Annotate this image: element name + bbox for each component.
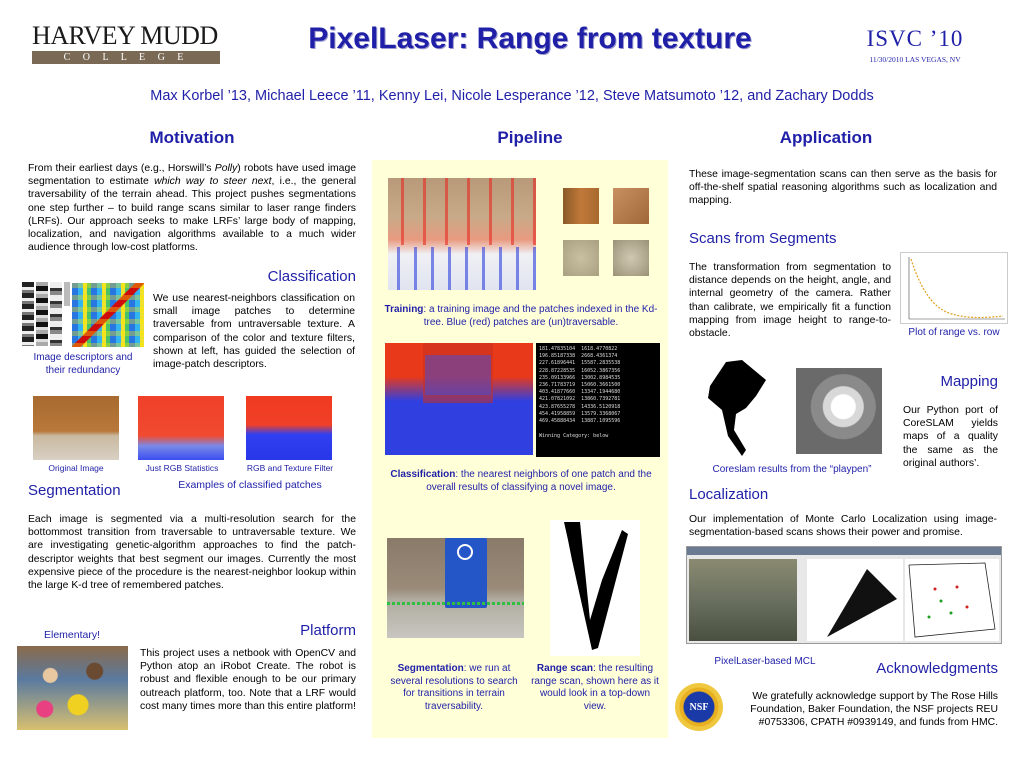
platform-heading: Platform — [300, 622, 356, 639]
nn-footer: Winning Category: below — [539, 433, 609, 440]
nn-entry: 423.87655278 — [539, 403, 576, 410]
examples-caption: Examples of classified patches — [178, 479, 322, 491]
range-scan-shape — [550, 520, 640, 656]
nn-entry: 13347.1944680 — [581, 389, 621, 396]
training-image — [388, 178, 536, 290]
ack-heading: Acknowledgments — [876, 660, 998, 677]
mapping-heading: Mapping — [940, 373, 998, 390]
nn-entry: 469.45888434 — [539, 418, 576, 425]
nn-entry: 13002.8984535 — [581, 374, 621, 381]
nn-entry: 13860.7392781 — [581, 396, 621, 403]
label-rgb-statistics: Just RGB Statistics — [145, 463, 219, 473]
mcl-scan-view — [807, 559, 903, 641]
recycle-icon — [457, 544, 473, 560]
classification-caption: Classification: the nearest neighbors of one patch and the overall results of classifying a novel image. — [390, 469, 652, 493]
segmentation-text: Each image is segmented via a multi-resolution search for the bottommost transition from traversable to untraversable texture. We are investigating genetic-algorithm approaches to find the patch-descriptor weights that best segment our images. Currently the most expensive piece of the procedure is the nearest-neighbor lookup within the large K-d tree of remembered patches. — [28, 514, 356, 592]
plot-caption: Plot of range vs. row — [908, 327, 1000, 338]
coreslam-caption: Coreslam results from the “playpen” — [712, 464, 872, 475]
segmentation-image — [387, 538, 524, 638]
mcl-particle-map — [905, 559, 999, 641]
mcl-caption: PixelLaser-based MCL — [714, 656, 816, 667]
untraversable-patch-2 — [613, 188, 649, 224]
redundancy-matrix-overlay — [72, 283, 144, 347]
scans-heading: Scans from Segments — [689, 230, 837, 247]
classification-image — [385, 343, 533, 455]
nn-score-column — [581, 346, 620, 425]
application-heading: Application — [779, 128, 873, 147]
label-original-image: Original Image — [48, 463, 104, 473]
application-intro: These image-segmentation scans can then serve as the basis for off-the-shelf spatial reasoning algorithms such as localization and mapping. — [689, 169, 997, 207]
segmentation-caption: Segmentation: we run at several resolutions to search for transitions in terrain traversability. — [390, 663, 518, 712]
ack-text: We gratefully acknowledge support by The Rose Hills Foundation, Baker Foundation, the NSF projects REU #0753306, CPATH #0939149, and funds from HMC. — [750, 691, 998, 729]
nn-entry: 454.41958859 — [539, 410, 576, 417]
nsf-logo — [675, 683, 723, 731]
nn-entry: 15060.3661500 — [581, 382, 621, 389]
nn-entry: 235.09133966 — [539, 374, 576, 381]
conference-date: 11/30/2010 LAS VEGAS, NV — [869, 55, 961, 64]
range-scan-image — [550, 520, 640, 656]
poster-title: PixelLaser: Range from texture — [308, 22, 752, 55]
nn-entry: 16052.3867356 — [581, 367, 621, 374]
hmc-logo-sub: C O L L E G E — [32, 51, 220, 64]
classification-text: We use nearest-neighbors classification on small image patches to determine traversable from untraversable texture. A comparison of the color and texture filters, shown at left, has guided the selection of image-patch descriptors. — [153, 293, 355, 371]
nsf-logo-text: NSF — [689, 701, 709, 713]
localization-heading: Localization — [689, 486, 769, 503]
mapping-text: Our Python port of CoreSLAM yields maps of a quality the same as the original authors’. — [903, 405, 998, 469]
descriptor-caption: Image descriptors and their redundancy — [33, 352, 133, 376]
range-row-curve — [901, 253, 1008, 324]
nn-entry: 13887.1095596 — [581, 418, 621, 425]
coreslam-scan-shape — [706, 356, 782, 460]
nn-entry: 181.47835104 — [539, 346, 576, 352]
nn-entry: 227.61896441 — [539, 360, 576, 367]
platform-text: This project uses a netbook with OpenCV and Python atop an iRobot Create. The robot is robust and flexible enough to be our primary outreach platform, too. Note that a LRF would cost many times more than this entire platform! — [140, 648, 356, 712]
nn-entry: 421.07821092 — [539, 396, 576, 403]
elementary-caption: Elementary! — [43, 629, 101, 641]
nn-entry: 236.71783719 — [539, 382, 576, 389]
untraversable-patch-1 — [563, 188, 599, 224]
nn-entry: 13579.3368067 — [581, 410, 621, 417]
original-image — [33, 396, 119, 460]
descriptor-thumbnails — [22, 282, 70, 346]
classroom-photo — [17, 646, 128, 730]
authors: Max Korbel ’13, Michael Leece ’11, Kenny Lei, Nicole Lesperance ’12, Steve Matsumoto ’12, and Zachary Dodds — [150, 88, 874, 104]
nearest-neighbor-list — [536, 343, 660, 457]
mcl-map-view — [905, 559, 999, 641]
hmc-logo-main: HARVEY MUDD — [32, 21, 218, 50]
pipeline-heading: Pipeline — [497, 128, 563, 147]
nn-distance-column — [539, 346, 575, 425]
rangescan-caption: Range scan: the resulting range scan, shown here as it would look in a top-down view. — [531, 663, 659, 712]
rgb-statistics-image — [138, 396, 224, 460]
nn-entry: 15587.2835538 — [581, 360, 621, 367]
localization-text: Our implementation of Monte Carlo Localization using image-segmentation-based scans shows their power and promise. — [689, 514, 997, 539]
coreslam-map — [796, 368, 882, 454]
nn-entry: 403.41877660 — [539, 389, 576, 396]
coreslam-scan — [706, 356, 782, 460]
mcl-camera-view — [689, 559, 797, 641]
hmc-logo — [32, 22, 220, 66]
motivation-heading: Motivation — [149, 128, 235, 147]
range-row-plot — [900, 252, 1008, 324]
nn-entry: 2668.4361374 — [581, 353, 618, 360]
traversable-patch-2 — [613, 240, 649, 276]
nn-entry: 196.85187338 — [539, 353, 576, 360]
rgb-texture-image — [246, 396, 332, 460]
label-rgb-texture: RGB and Texture Filter — [246, 463, 334, 473]
segmentation-heading: Segmentation — [28, 482, 121, 499]
nn-entry: 228.87228535 — [539, 367, 576, 374]
motivation-text: From their earliest days (e.g., Horswill’s Polly) robots have used image segmentation to estimate which way to steer next, i.e., the general traversability of the terrain ahead. This project pushes segmentations one step further – to build range scans similar to laser range finders (LRFs). Our approach seeks to make LRFs’ large body of mapping, localization, and navigation algorithms available to a much wider audience through low-cost platforms. — [28, 163, 357, 254]
conference-title: ISVC ’10 — [866, 26, 964, 51]
training-caption: Training: a training image and the patches indexed in the Kd-tree. Blue (red) patches are (un)traversable. — [384, 304, 658, 328]
nn-entry: 14336.5120918 — [581, 403, 621, 410]
traversable-patch-1 — [563, 240, 599, 276]
mcl-scan-fan — [807, 559, 903, 641]
scans-text: The transformation from segmentation to distance depends on the height, angle, and internal geometry of the camera. Rather than calibrate, we empirically fit a function mapping from image height to range-to-obstacle. — [689, 262, 891, 340]
nn-entry: 1618.4770822 — [581, 346, 618, 352]
classification-heading: Classification — [267, 268, 356, 285]
mcl-screenshot — [686, 546, 1002, 644]
